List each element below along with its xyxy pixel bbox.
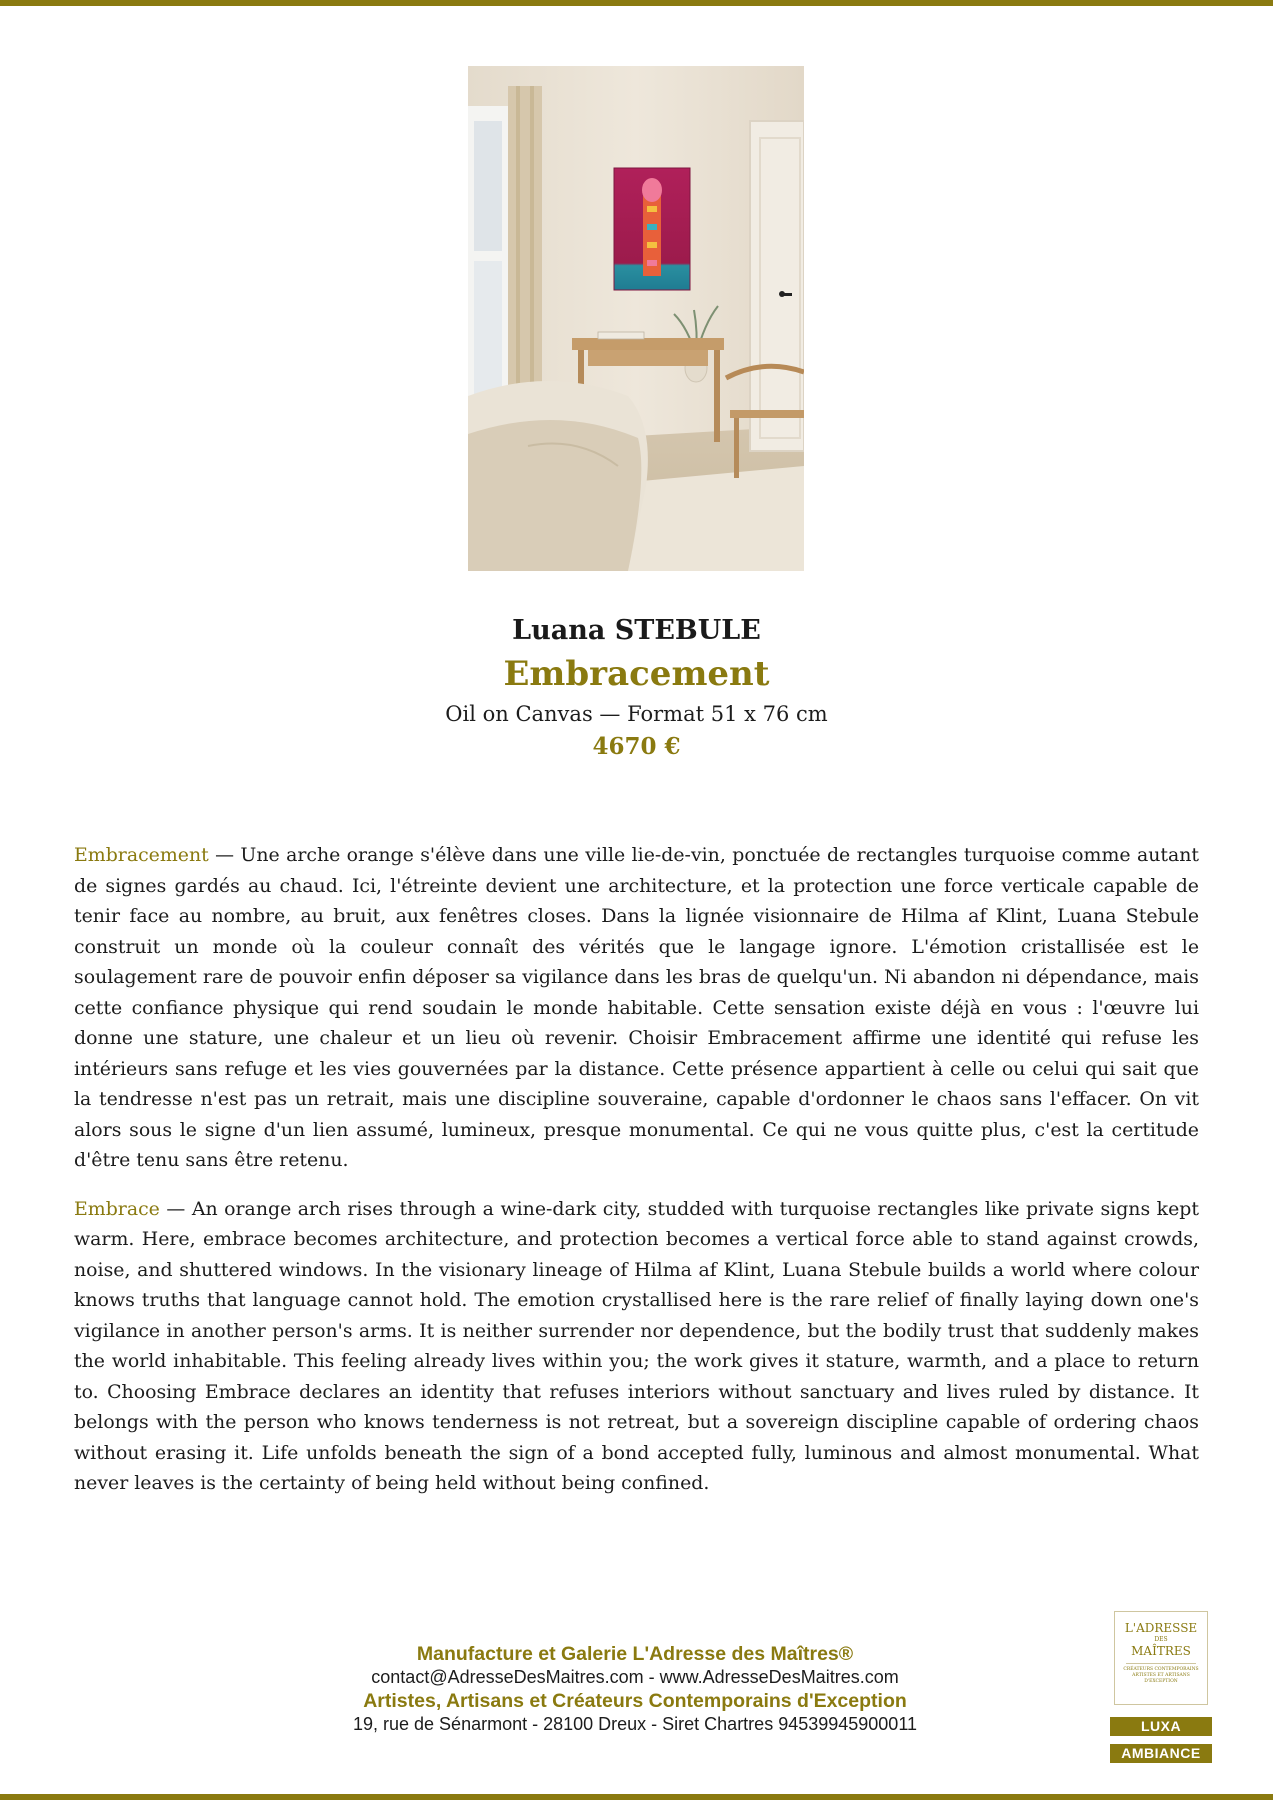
gallery-logo (1114, 1611, 1208, 1705)
description-french-text: — Une arche orange s'élève dans une ville lie-de-vin, ponctuée de rectangles turquoise comme autant de signes gardés au chaud. Ici, l'étreinte devient une architecture, et la protection une force verticale capable de tenir face au nombre, au bruit, aux fenêtres closes. Dans la lignée visionnaire de Hilma af Klint, Luana Stebule construit un monde où la couleur connaît des vérités que le langage ignore. L'émotion cristallisée est le soulagement rare de pouvoir enfin déposer sa vigilance dans les bras de quelqu'un. Ni abandon ni dépendance, mais cette confiance physique qui rend soudain le monde habitable. Cette sensation existe déjà en vous : l'œuvre lui donne une stature, une chaleur et un lieu où revenir. Choisir Embracement affirme une identité qui refuse les intérieurs sans refuge et les vies gouvernées par la distance. Cette présence appartient à celle ou celui qui sait que la tendresse n'est pas un retrait, mais une discipline souveraine, capable d'ordonner le chaos sans l'effacer. On vit alors sous le signe d'un lien assumé, lumineux, presque monumental. Ce qui ne vous quitte plus, c'est la certitude d'être tenu sans être retenu. (74, 844, 1199, 1171)
logo-divider (1126, 1663, 1196, 1664)
gallery-address: 19, rue de Sénarmont - 28100 Dreux - Siret Chartres 94539945900011 (352, 1714, 918, 1734)
description-english-text: — An orange arch rises through a wine-dark city, studded with turquoise rectangles like private signs kept warm. Here, embrace becomes architecture, and protection becomes a vertical force able to stand against crowds, noise, and shuttered windows. In the visionary lineage of Hilma af Klint, Luana Stebule builds a world where colour knows truths that language cannot hold. The emotion crystallised here is the rare relief of finally laying down one's vigilance in another person's arms. It is neither surrender nor dependence, but the bodily trust that suddenly makes the world inhabitable. This feeling already lives within you; the work gives it stature, warmth, and a place to return to. Choosing Embrace declares an identity that refuses interiors without sanctuary and lives ruled by distance. It belongs with the person who knows tenderness is not retreat, but a sovereign discipline capable of ordering chaos without erasing it. Life unfolds beneath the sign of a bond accepted fully, luminous and almost monumental. What never leaves is the certainty of being held without being confined. (74, 1197, 1199, 1494)
gallery-tagline: Artistes, Artisans et Créateurs Contemporains d'Exception (363, 1690, 907, 1712)
artwork-title: Embracement (503, 654, 770, 694)
gallery-name: Manufacture et Galerie L'Adresse des Maîtres® (416, 1643, 854, 1665)
luxa-badge: LUXA (1110, 1717, 1212, 1736)
logo-line-2: DES (1154, 1636, 1168, 1643)
artist-name: Luana STEBULE (512, 615, 761, 646)
logo-line-4: CRÉATEURS CONTEMPORAINS ARTISTES ET ARTISANS D'EXCEPTION (1123, 1667, 1199, 1684)
gallery-footer (235, 1642, 1035, 1736)
description-english-lead: Embrace (74, 1197, 160, 1220)
ambiance-badge: AMBIANCE (1110, 1744, 1212, 1763)
artwork-heading (0, 612, 1273, 764)
description-english (74, 1194, 1199, 1499)
logo-line-1: L'ADRESSE (1124, 1621, 1198, 1635)
artwork-room-photo (468, 66, 804, 571)
artwork-description (74, 840, 1199, 1517)
artwork-price: 4670 € (592, 733, 681, 760)
artwork-medium: Oil on Canvas — Format 51 x 76 cm (445, 702, 828, 726)
description-french (74, 840, 1199, 1176)
top-border (0, 0, 1273, 6)
gallery-contact: contact@AdresseDesMaitres.com - www.AdresseDesMaitres.com (371, 1667, 899, 1687)
bottom-border (0, 1794, 1273, 1800)
logo-line-3: MAÎTRES (1131, 1644, 1191, 1658)
description-french-lead: Embracement (74, 844, 209, 866)
